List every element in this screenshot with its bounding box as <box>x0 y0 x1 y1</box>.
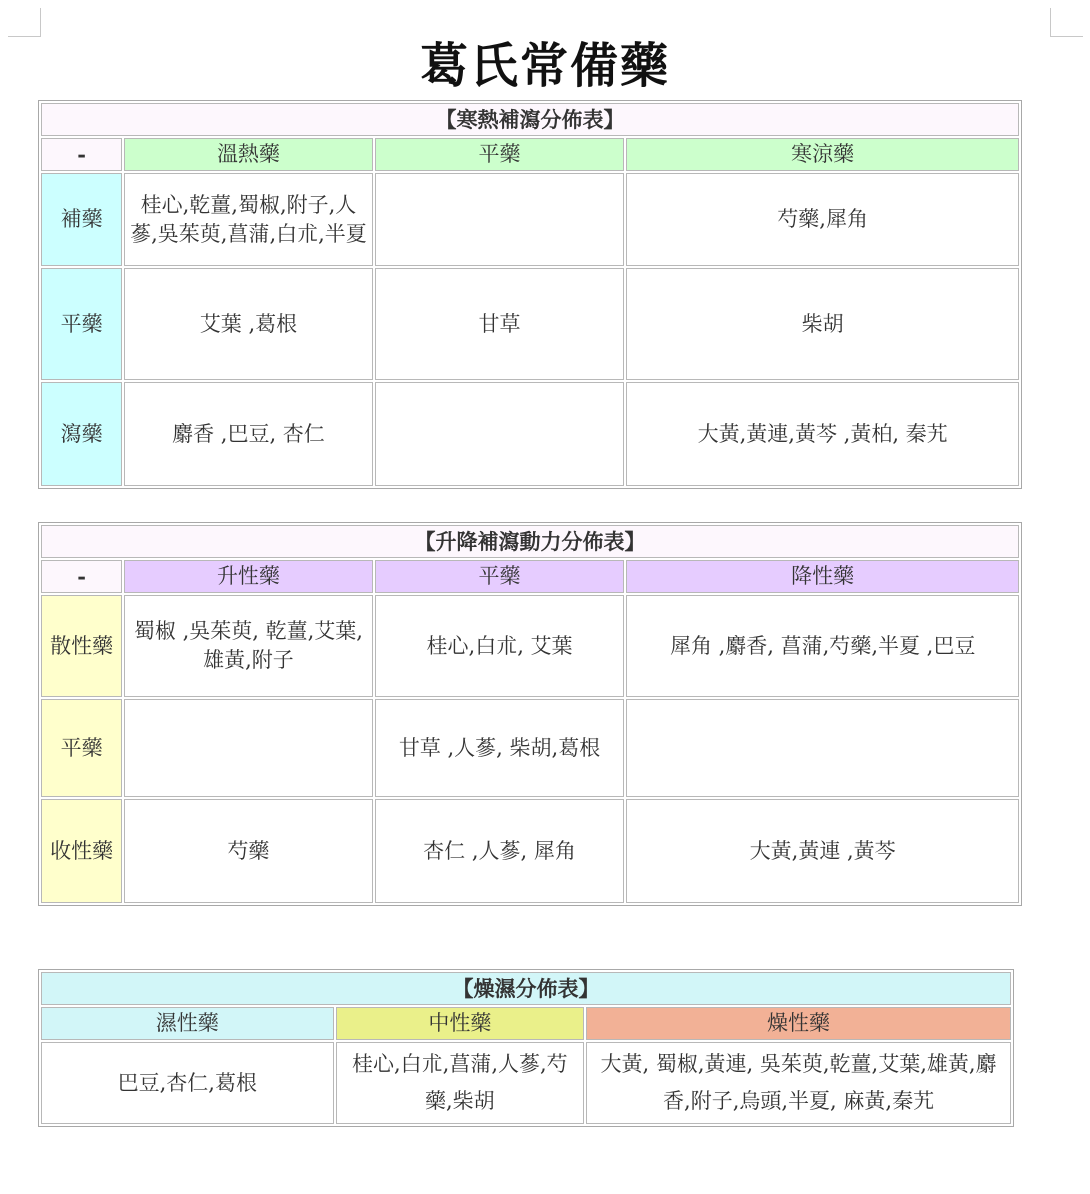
table-cell: 桂心,乾薑,蜀椒,附子,人蔘,吳茱萸,菖蒲,白朮,半夏 <box>124 173 373 266</box>
cold-hot-table <box>38 100 1022 489</box>
page-corner-mark-top-right <box>1050 8 1083 37</box>
table-cell: 蜀椒 ,吳茱萸, 乾薑,艾葉,雄黃,附子 <box>124 595 373 697</box>
table-cell: 大黃,黃連 ,黃芩 <box>626 799 1019 903</box>
table-caption: 【寒熱補瀉分佈表】 <box>41 103 1019 136</box>
table-cell <box>124 699 373 797</box>
column-header: 降性藥 <box>626 560 1019 593</box>
column-header: 燥性藥 <box>586 1007 1011 1040</box>
row-header: 補藥 <box>41 173 122 266</box>
table-caption: 【升降補瀉動力分佈表】 <box>41 525 1019 558</box>
ascend-descend-table <box>38 522 1022 906</box>
table-cell: 艾葉 ,葛根 <box>124 268 373 380</box>
table-cell: 柴胡 <box>626 268 1019 380</box>
table-cell: 桂心,白朮, 艾葉 <box>375 595 625 697</box>
table-cell: 桂心,白朮,菖蒲,人蔘,芍藥,柴胡 <box>336 1042 585 1124</box>
table-cell: 芍藥,犀角 <box>626 173 1019 266</box>
table-cell: 犀角 ,麝香, 菖蒲,芍藥,半夏 ,巴豆 <box>626 595 1019 697</box>
column-header: 升性藥 <box>124 560 373 593</box>
corner-cell: - <box>41 560 122 593</box>
column-header: 中性藥 <box>336 1007 585 1040</box>
table-cell: 甘草 ,人蔘, 柴胡,葛根 <box>375 699 625 797</box>
table-cell: 杏仁 ,人蔘, 犀角 <box>375 799 625 903</box>
page-title: 葛氏常備藥 <box>419 38 670 94</box>
table-cell: 甘草 <box>375 268 625 380</box>
corner-cell: - <box>41 138 122 171</box>
column-header: 平藥 <box>375 138 625 171</box>
page-corner-mark-top-left <box>8 8 41 37</box>
table-cell <box>375 173 625 266</box>
row-header: 平藥 <box>41 268 122 380</box>
row-header: 平藥 <box>41 699 122 797</box>
row-header: 收性藥 <box>41 799 122 903</box>
table-cell <box>626 699 1019 797</box>
table-caption: 【燥濕分佈表】 <box>41 972 1011 1005</box>
table-cell: 麝香 ,巴豆, 杏仁 <box>124 382 373 486</box>
row-header: 散性藥 <box>41 595 122 697</box>
table-cell <box>375 382 625 486</box>
table-cell: 巴豆,杏仁,葛根 <box>41 1042 334 1124</box>
column-header: 濕性藥 <box>41 1007 334 1040</box>
row-header: 瀉藥 <box>41 382 122 486</box>
table-cell: 大黃, 蜀椒,黃連, 吳茱萸,乾薑,艾葉,雄黃,麝香,附子,烏頭,半夏, 麻黃,秦艽 <box>586 1042 1011 1124</box>
table-cell: 芍藥 <box>124 799 373 903</box>
table-cell: 大黃,黃連,黃芩 ,黃柏, 秦艽 <box>626 382 1019 486</box>
column-header: 溫熱藥 <box>124 138 373 171</box>
column-header: 寒涼藥 <box>626 138 1019 171</box>
column-header: 平藥 <box>375 560 625 593</box>
dry-damp-table <box>38 969 1014 1127</box>
